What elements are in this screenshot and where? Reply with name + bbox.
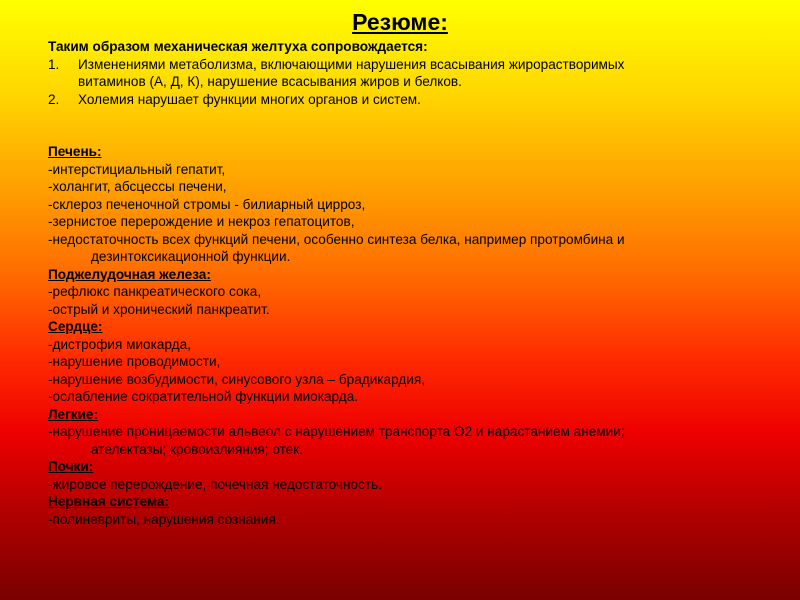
list-item-line: дезинтоксикационной функции. <box>91 249 291 264</box>
numbered-item-1 <box>48 56 736 91</box>
item-text <box>78 56 736 91</box>
section-heading-nervous: Нервная система: <box>48 494 169 509</box>
list-item: -интерстициальный гепатит, <box>48 161 226 177</box>
numbered-item-2 <box>48 91 736 109</box>
list-item: -нарушение проводимости, <box>48 354 221 369</box>
list-item-line: -недостаточность всех функций печени, особенно синтеза белка, например протромбина и <box>48 231 625 247</box>
list-item: -дистрофия миокарда, <box>48 336 191 352</box>
list-item: -полиневриты, нарушения сознания. <box>48 511 280 527</box>
list-item: -зернистое перерождение и некроз гепатоцитов, <box>48 214 355 229</box>
section-heading-liver: Печень: <box>48 144 102 159</box>
spacer <box>48 108 736 126</box>
item-number: 1. <box>48 56 60 72</box>
list-item: -острый и хронический панкреатит. <box>48 301 270 317</box>
slide-title: Резюме: <box>352 9 448 35</box>
list-item-line: -нарушение проницаемости альвеол с нарушением транспорта О2 и нарастанием анемии; <box>48 424 625 439</box>
section-heading-kidneys: Почки: <box>48 459 94 474</box>
list-item: -рефлюкс панкреатического сока, <box>48 284 262 299</box>
spacer <box>48 126 736 144</box>
list-item: -холангит, абсцессы печени, <box>48 179 227 194</box>
slide-content <box>48 38 736 528</box>
list-item: -нарушение возбудимости, синусового узла – брадикардия, <box>48 371 425 387</box>
item-text: Холемия нарушает функции многих органов и систем. <box>78 91 421 107</box>
list-item: -ослабление сократительной функции миокарда. <box>48 389 359 404</box>
list-item: -склероз печеночной стромы - билиарный цирроз, <box>48 196 366 212</box>
item-number: 2. <box>48 91 60 107</box>
list-item: -жировое перерождение, почечная недостаточность. <box>48 476 382 492</box>
item-line: витаминов (А, Д, К), нарушение всасывания жиров и белков. <box>78 74 462 89</box>
section-heading-heart: Сердце: <box>48 319 103 334</box>
section-heading-pancreas: Поджелудочная железа: <box>48 266 211 282</box>
section-heading-lungs: Легкие: <box>48 406 99 422</box>
list-item <box>48 423 736 458</box>
lead-text: Таким образом механическая желтуха сопровождается: <box>48 39 428 54</box>
list-item <box>48 231 736 266</box>
item-line: Изменениями метаболизма, включающими нарушения всасывания жирорастворимых <box>78 56 625 72</box>
list-item-line: ателектазы; кровоизлияния; отек. <box>91 441 303 457</box>
